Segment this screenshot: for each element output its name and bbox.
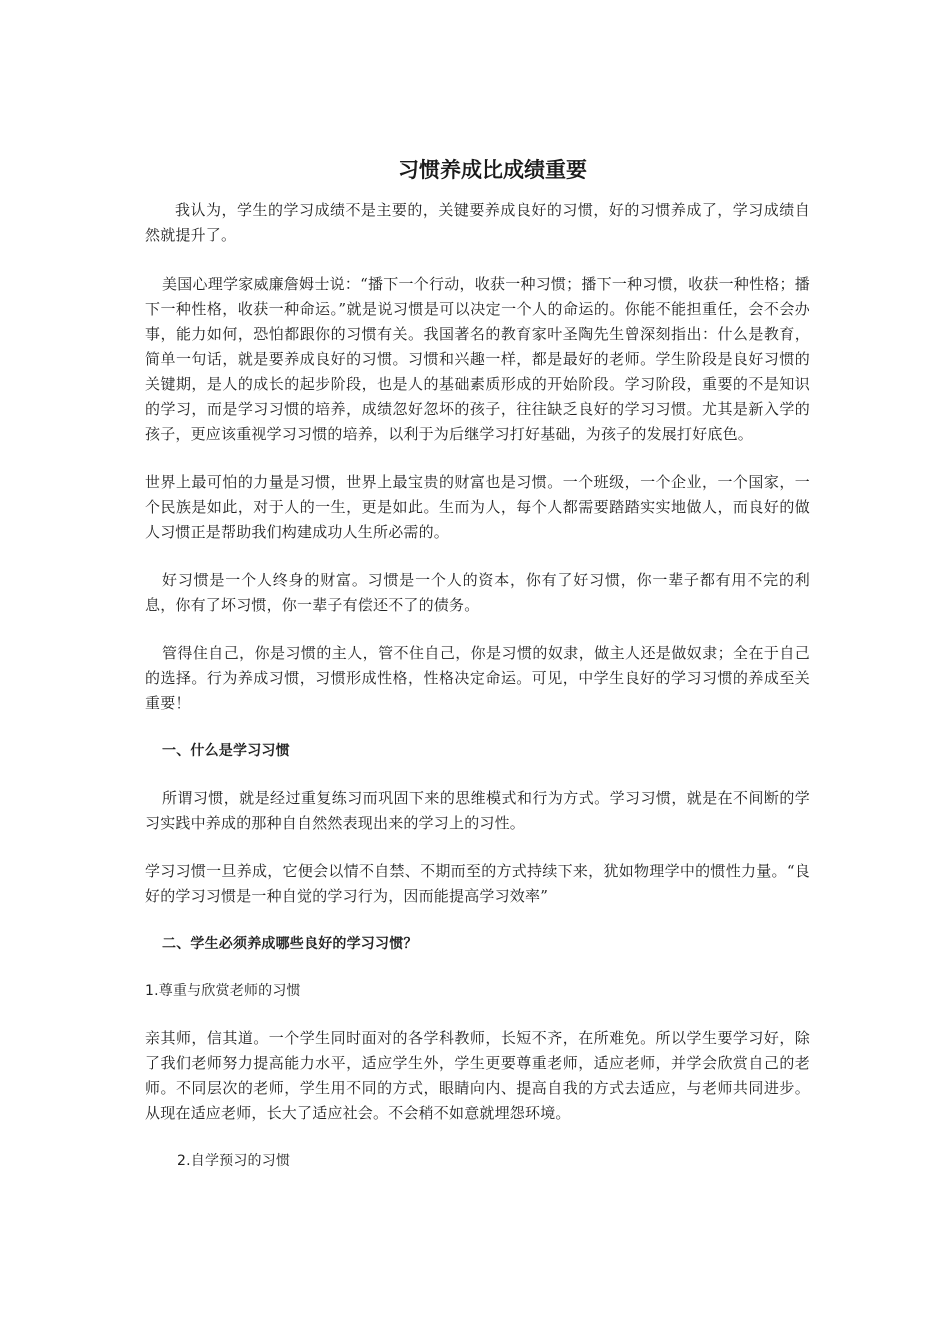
document-title: 习惯养成比成绩重要 [398, 158, 587, 182]
paragraph-lifelong-wealth: 好习惯是一个人终身的财富。习惯是一个人的资本，你有了好习惯，你一辈子都有用不完的利息，你有了坏习惯，你一辈子有偿还不了的债务。 [145, 571, 810, 614]
paragraph-inertia: 学习习惯一旦养成，它便会以情不自禁、不期而至的方式持续下来，犹如物理学中的惯性力量。“良好的学习习惯是一种自觉的学习行为，因而能提高学习效率” [145, 862, 810, 905]
section-heading-what-is-habit: 一、什么是学习习惯 [162, 743, 290, 759]
paragraph-definition: 所谓习惯，就是经过重复练习而巩固下来的思维模式和行为方式。学习习惯，就是在不间断的学习实践中养成的那种自自然然表现出来的学习上的习性。 [145, 789, 810, 832]
paragraph-james-quote: 美国心理学家威廉詹姆士说：“播下一个行动，收获一种习惯；播下一种习惯，收获一种性格；播下一种性格，收获一种命运。”就是说习惯是可以决定一个人的命运的。你能不能担重任，会不会办事，能力如何，恐怕都跟你的习惯有关。我国著名的教育家叶圣陶先生曾深刻指出：什么是教育，简单一句话，就是要养成良好的习惯。习惯和兴趣一样，都是最好的老师。学生阶段是良好习惯的关键期，是人的成长的起步阶段，也是人的基础素质形成的开始阶段。学习阶段，重要的不是知识的学习，而是学习习惯的培养，成绩忽好忽坏的孩子，往往缺乏良好的学习习惯。尤其是新入学的孩子，更应该重视学习习惯的培养，以利于为后继学习打好基础，为孩子的发展打好底色。 [145, 275, 810, 443]
subheading-self-study: 2.自学预习的习惯 [177, 1153, 291, 1169]
section-heading-which-habits: 二、学生必须养成哪些良好的学习习惯？ [162, 936, 418, 952]
document-body [145, 198, 810, 1197]
paragraph-respect-teachers: 亲其师，信其道。一个学生同时面对的各学科教师，长短不齐，在所难免。所以学生要学习好，除了我们老师努力提高能力水平，适应学生外，学生更要尊重老师，适应老师，并学会欣赏自己的老师。不同层次的老师，学生用不同的方式，眼睛向内、提高自我的方式去适应，与老师共同进步。从现在适应老师，长大了适应社会。不会稍不如意就埋怨环境。 [145, 1029, 810, 1122]
paragraph-master-of-habit: 管得住自己，你是习惯的主人，管不住自己，你是习惯的奴隶，做主人还是做奴隶；全在于自己的选择。行为养成习惯，习惯形成性格，性格决定命运。可见，中学生良好的学习习惯的养成至关重要！ [145, 644, 810, 712]
subheading-respect-teachers: 1.尊重与欣赏老师的习惯 [145, 983, 301, 999]
paragraph-intro: 我认为，学生的学习成绩不是主要的，关键要养成良好的习惯，好的习惯养成了，学习成绩自然就提升了。 [145, 201, 810, 244]
paragraph-power-of-habit: 世界上最可怕的力量是习惯，世界上最宝贵的财富也是习惯。一个班级，一个企业，一个国家，一个民族是如此，对于人的一生，更是如此。生而为人，每个人都需要踏踏实实地做人，而良好的做人习惯正是帮助我们构建成功人生所必需的。 [145, 473, 810, 541]
